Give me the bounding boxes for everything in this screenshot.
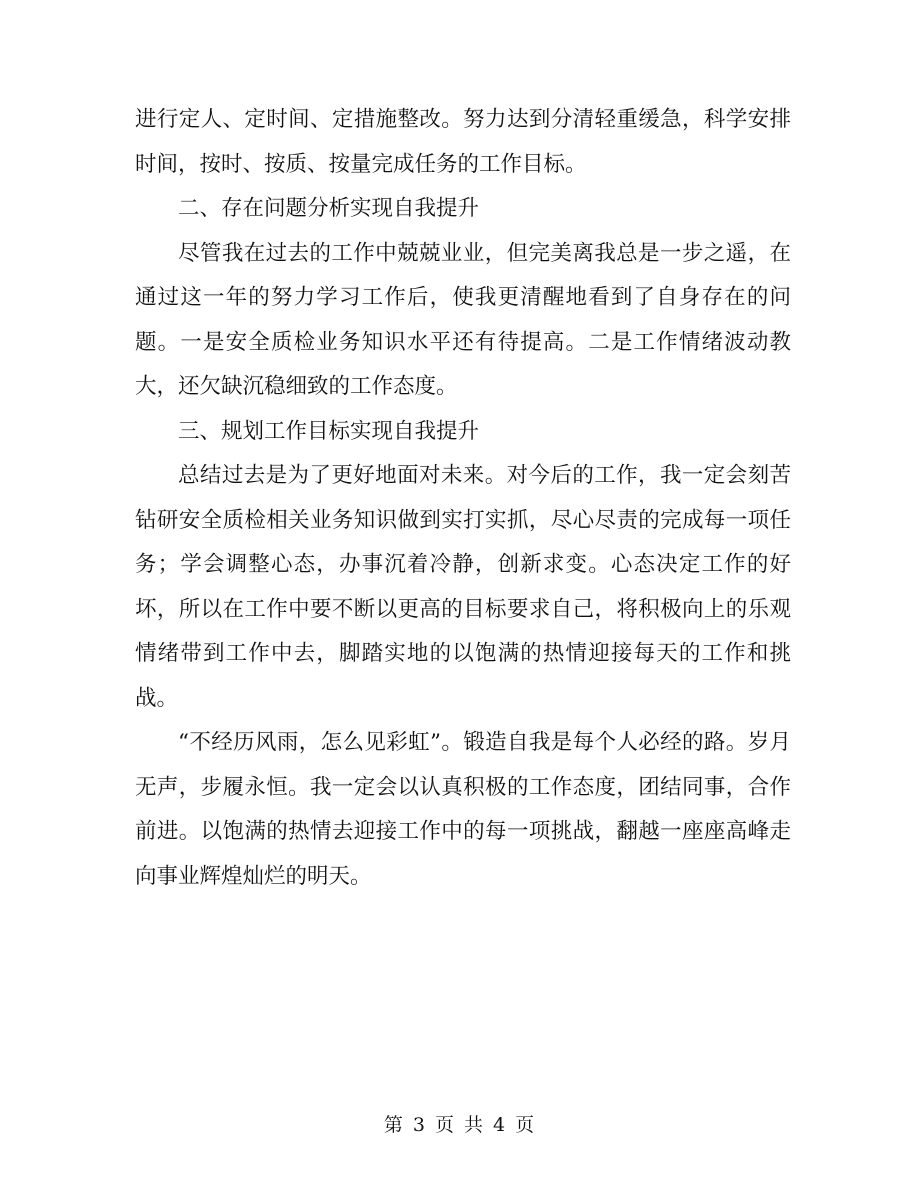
document-body [135,98,791,899]
page-number-footer: 第 3 页 共 4 页 [383,1114,537,1136]
paragraph-goals: 总结过去是为了更好地面对未来。对今后的工作，我一定会刻苦钻研安全质检相关业务知识做到实打实抓，尽心尽责的完成每一项任务；学会调整心态，办事沉着冷静，创新求变。心态决定工作的好坏，所以在工作中要不断以更高的目标要求自己，将积极向上的乐观情绪带到工作中去，脚踏实地的以饱满的热情迎接每天的工作和挑战。 [135,463,791,711]
paragraph-problems: 尽管我在过去的工作中兢兢业业，但完美离我总是一步之遥，在通过这一年的努力学习工作后，使我更清醒地看到了自身存在的问题。一是安全质检业务知识水平还有待提高。二是工作情绪波动教大，还欠缺沉稳细致的工作态度。 [135,240,791,399]
section-heading-problems: 二、存在问题分析实现自我提升 [178,196,480,221]
paragraph-continuation: 进行定人、定时间、定措施整改。努力达到分清轻重缓急，科学安排时间，按时、按质、按量完成任务的工作目标。 [135,107,791,177]
section-heading-goals: 三、规划工作目标实现自我提升 [178,418,480,444]
paragraph-closing: “不经历风雨，怎么见彩虹”。锻造自我是每个人必经的路。岁月无声，步履永恒。我一定会以认真积极的工作态度，团结同事，合作前进。以饱满的热情去迎接工作中的每一项挑战，翻越一座座高峰走向事业辉煌灿烂的明天。 [135,730,791,889]
